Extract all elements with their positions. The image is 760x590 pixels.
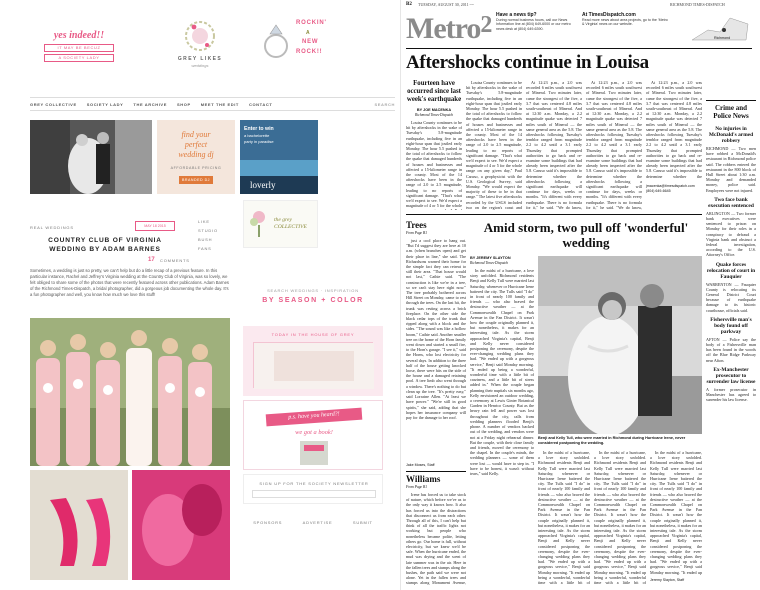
williams-title: Williams <box>406 474 441 484</box>
wedding-text: In the midst of a hurricane, a love story unfolded. Richmond residents Benji and Kelly Tull were married last Saturday, whenever or Hurricane Irene battered the city. The Tulls said "I do" in front of nearly 100 family and friends — who also braved the destructive weather — at the Commonwealth Chapel on Park Avenue in the Fan District. It wasn't how the couple originally planned it, but nonetheless, it makes for an interesting tale. As the storm approached Virginia's capital, Benji and Kelly never considered postponing the ceremony, despite the ever-changing wedding plans they had. "We ended up with a gorgeous service," Benji said Monday morning. "It ended up being a wonderful, wonderful time with a little bit of craziness, and a little bit of stress added in." When the couple began planning their nuptials six months ago, Kelly envisioned an outdoor wedding, a ceremony at Lewis Ginter Botanical Garden in Henrico County. But as the heavy rain fell and power was lost throughout the city, calls from wedding planners flooded Benji's phone. A number of vendors backed out of the wedding, and vendors were not at a Friday night rehearsal dinner. But the couple, with their close family and friends, moved the ceremony to the chapel. In the couple's minds, the wedding planners — some of them were lost — would have to step in. "I have to be honest, it wasn't without tears," said Kelly. <box>470 268 534 476</box>
aftershocks-col4 <box>586 80 642 210</box>
trees-from: From Page B1 <box>406 231 428 235</box>
shoes-photo-right[interactable] <box>132 470 230 580</box>
dateline: TUESDAY, AUGUST 30, 2011 ~~ <box>418 2 474 7</box>
post-title-line2[interactable]: WEDDING BY ADAM BARNES <box>49 246 161 253</box>
post-comment-count[interactable]: 17 <box>148 257 155 263</box>
footer-submit[interactable]: SUBMIT <box>352 520 373 525</box>
post-body: Sometimes, a wedding is just so pretty, we can't help but do a little recap of a previous feature. In this particular instance, Rachel and Jeffrey's Virginia wedding at the Country Club of Virginia, was so lovely, we felt obliged to share some of the photos that were recently featured across other publications. Adam Barnes of the Richmond Times-Dispatch, a bridal photographer, did a gorgeous job documenting the whole day. It's a fun photographer and well, you know how much we love this stuff! <box>30 268 230 297</box>
rockin-line3: NEW <box>302 39 319 45</box>
rockin-new-rock-ad[interactable] <box>256 10 346 72</box>
wedding-text-3: In the midst of a hurricane, a love story unfolded. Richmond residents Benji and Kelly Tull were married last Saturday, whenever or Hurricane Irene battered the city. The Tulls said "I do" in front of nearly 100 family and friends — who also braved the destructive weather — at the Commonwealth Chapel on Park Avenue in the Fan District. It wasn't how the couple originally planned it, but nonetheless, it makes for an interesting tale. As the storm approached Virginia's capital, Benji and Kelly never considered postponing the ceremony, despite the ever-changing wedding plans they had. "We ended up with a gorgeous service," Benji said Monday morning. "It ended up being a wonderful, wonderful time with a little bit of <box>594 450 646 586</box>
search-input[interactable]: SEARCH <box>374 101 395 107</box>
crime-3-body: WARRENTON — Fauquier County is relocating its General District Court because of earthquake damage to its historic courthouse, officials said. <box>706 281 756 313</box>
aftershocks-col1 <box>406 120 462 210</box>
online-body: Read more news about area projects, go to the 'Metro & Virginia' news on our website. <box>582 18 668 27</box>
news-tip-box <box>496 12 578 42</box>
book-widget[interactable] <box>243 400 383 470</box>
trees-title: Trees <box>406 220 427 230</box>
locator-map <box>690 10 752 46</box>
aftershocks-phone: (804) 649-6645 <box>646 189 671 193</box>
logo-sub: weddings <box>191 63 209 68</box>
aftershocks-text-5: At 12:23 p.m., a 2.0 was recorded 6 miles south southwest of Mineral. Two minutes later, came the strongest of the five, a 3.7 that was centered 4.8 miles south-southeast of Mineral. And at 12:30 a.m. Monday, a 2.2 magnitude quake was detected 7 miles south of Mineral — the same general area as the 5.8. The aftershocks following Tuesday's temblor ranged from magnitude 2.2 to 4.2 until a 3.1 early Thursday that prompted authorities to go back and re-examine some buildings that had already been inspected after the 5.8. Caruso said it's impossible to determine whether the <box>646 80 702 179</box>
virginia-map-icon <box>690 10 752 46</box>
dj-ad-line2: perfect <box>184 140 208 149</box>
nav-bottom-rule <box>30 110 395 111</box>
bouquet-icon <box>248 209 270 239</box>
aftershocks-byline: BY JOE MACENKA <box>416 108 452 112</box>
aftershocks-text-2: Louisa County continues to be hit by aftershocks in the wake of Tuesday's 5.8-magnitude earthquake, including five in an eight-hour span that jostled early Monday. The hour 5.5 pushed in the total of aftershocks to follow the quake that damaged hundreds of houses and businesses and affected a 15-kilometer range in the county. Most of the 14 aftershocks have been in the range of 2.0 to 2.5 magnitude, leading to no reports of significant damage. "That's what we'd expect to see. We'd expect a magnitude of 4 or 5 for the whole range on any given day," Paul Caruso, a geophysicist with the U.S. Geological Survey, said Monday. "We would expect the majority of these to be in that range." The latest five aftershocks recorded by the USGS included two on the region's coast and <box>466 80 522 210</box>
williams-text: Irene has forced us to take stock of nature, which before we've as to the only way it knows how. It also has forced us into the distractions that disconnect us from each other. Through all of this, I can't help but think of all the traffic lights not working but people who nonetheless became polite, letting others go. Our home is full, without electricity, but we knew we'd be safe. When the hurricane ended, the mud was drying and the scent of late summer was in the air. Here in the fallen trees and stumps along the bushes, the path said we were not alone. Yet in the fallen trees and stumps along Monument Avenue, <box>406 492 466 586</box>
main-nav <box>30 100 395 108</box>
flag-rule <box>406 48 752 49</box>
section-number: 2 <box>480 12 493 38</box>
logo-name: GREY LIKES <box>177 56 223 62</box>
heard-line1: p.s. have you heard?! <box>288 411 340 421</box>
trees-sig: Jake Moses, Staff <box>406 463 435 467</box>
badge-line2: A SOCIETY LADY <box>44 54 114 62</box>
post-header <box>30 215 230 275</box>
wedding-couple-image <box>538 256 702 434</box>
share-like[interactable]: LIKE <box>198 219 210 224</box>
bridesmaids-image <box>30 318 230 466</box>
house-of-grey-widget[interactable] <box>243 326 383 396</box>
page-number: B2 <box>406 2 412 7</box>
crime-column <box>706 124 756 590</box>
paper-name: RICHMOND TIMES-DISPATCH <box>670 2 725 7</box>
online-title: At TimesDispatch.com <box>582 12 636 18</box>
pink-shoes-closeup-image <box>132 470 230 580</box>
online-box <box>582 12 668 42</box>
nav-shop[interactable]: SHOP <box>176 101 191 107</box>
crime-rule <box>706 100 756 101</box>
bridesmaids-photo[interactable] <box>30 318 230 466</box>
wedding-column <box>470 268 534 586</box>
metro-flag <box>406 12 492 46</box>
loverly-ad-line2: a bachelorette <box>244 133 270 138</box>
yes-indeed-badge[interactable] <box>38 6 120 66</box>
rockin-line1: ROCKIN' <box>296 20 327 26</box>
pink-shoes-image <box>30 470 128 580</box>
badge-title: yes indeed!! <box>53 30 105 41</box>
wedding-headline: Amid storm, two pull off 'wonderful' wedding <box>483 220 689 250</box>
loverly-ad[interactable] <box>240 120 318 194</box>
post-category[interactable]: REAL WEDDINGS <box>30 225 74 230</box>
crime-1-head: No injuries in McDonald's armed robbery <box>708 126 754 144</box>
wedding-text-4: In the midst of a hurricane, a love story unfolded. Richmond residents Benji and Kelly Tull were married last Saturday, whenever or Hurricane Irene battered the city. The Tulls said "I do" in front of nearly 100 family and friends — who also braved the destructive weather — at the Commonwealth Chapel on Park Avenue in the Fan District. It wasn't how the couple originally planned it, but nonetheless, it makes for an interesting tale. As the storm approached Virginia's capital, Benji and Kelly never considered postponing the ceremony, despite the ever-changing wedding plans they had. "We ended up with a gorgeous service," Benji said Monday morning. "It ended up <box>650 450 702 575</box>
newsletter-label: SIGN UP FOR THE SOCIETY NEWSLETTER <box>259 481 369 486</box>
trees-column <box>406 238 466 466</box>
house-title: TODAY IN THE HOUSE OF GREY <box>271 332 355 337</box>
share-links <box>198 219 228 251</box>
loverly-ad-line3: party in paradise <box>244 139 274 144</box>
dj-ad[interactable] <box>157 120 235 194</box>
story-divider <box>406 214 702 215</box>
crime-title: Crime and Police News <box>713 104 749 120</box>
newspaper-page <box>400 0 760 590</box>
wedding-photo <box>538 256 702 434</box>
footer-nav <box>243 520 383 528</box>
crime-4-body: AFTON — Police say the body of a Fishersville man has been found in the woods off the Blue Ridge Parkway near Afton. <box>706 336 756 363</box>
site-logo[interactable] <box>160 6 240 76</box>
news-tip-title: Have a news tip? <box>496 12 537 18</box>
couple-photo-image <box>30 120 152 194</box>
aftershocks-headline: Aftershocks continue in Louisa <box>406 52 649 73</box>
aftershocks-text-4: At 12:23 p.m., a 2.0 was recorded 6 miles south southwest of Mineral. Two minutes later, came the strongest of the five, a 3.7 that was centered 4.8 miles south-southeast of Mineral. And at 12:30 a.m. Monday, a 2.2 magnitude quake was detected 7 miles south of Mineral — the same general area as the 5.8. The aftershocks following Tuesday's temblor ranged from magnitude 2.2 to 4.2 until a 3.1 early Thursday that prompted authorities to go back and re-examine some buildings that had already been inspected after the 5.8. Caruso said it's impossible to determine whether the aftershocks following a significant earthquake will continue for days, weeks or months. "It's different with every earthquake. There is no formula for it," he said. "We do know, <box>586 80 642 210</box>
logo-wreath-icon <box>182 18 218 54</box>
map-label: Richmond <box>714 36 731 40</box>
wedding-column-3 <box>594 450 646 586</box>
aftershocks-col2 <box>466 80 522 210</box>
loverly-logo: loverly <box>250 180 276 190</box>
wedding-column-2 <box>538 450 590 586</box>
collective-widget[interactable] <box>243 200 318 248</box>
post-date: MAY 18 2015 <box>135 221 175 231</box>
wedding-photo-caption: Benji and Kelly Tull, who were married in Richmond during Hurricane Irene, never considered postponing the wedding. <box>538 436 686 445</box>
trees-text: just a cool place to hang out. "But I'd suggest they are here at 10 a.m. (when branches open) and get their place in line," she said. The Richardsons warned their home for the simple fact they can retreat to still their area. "That house would not last," Cathie said. "The construction is like we're in a tree, so we can't stay here right now." The tree probably bothered across Hill Street on Monday, came to rest through the trees. On the last hit, the trunk was resting across a brick fireplace. On the other side the black cedar tops of the trunk that ripped along with a block and the sides. "The sound was like a hollow boom," Cathie said. Another smaller tree on the home of the Horn family went down and started a small fire, to the Horn's garage. "I see it," said the Horns, who lost electricity for several days. In addition to the three half of the house getting knocked loose, there were hits on the side of the house and a damaged retaining pool. A tree limb also went through a window. There's nothing to do but clean up the tree. "It's pretty easy," said Lorraine Allen. "At least we have power." "We're still in good spirits," she said, adding that she hopes her insurance company will pay for the damage to her roof. <box>406 238 466 420</box>
wedding-text-2: In the midst of a hurricane, a love story unfolded. Richmond residents Benji and Kelly Tull were married last Saturday, whenever or Hurricane Irene battered the city. The Tulls said "I do" in front of nearly 100 family and friends — who also braved the destructive weather — at the Commonwealth Chapel on Park Avenue in the Fan District. It wasn't how the couple originally planned it, but nonetheless, it makes for an interesting tale. As the storm approached Virginia's capital, Benji and Kelly never considered postponing the ceremony, despite the ever-changing wedding plans they had. "We ended up with a gorgeous service," Benji said Monday morning. "It ended up being a wonderful, wonderful time with a little bit of <box>538 450 590 586</box>
wedding-byline-org: Richmond Times-Dispatch <box>470 261 509 265</box>
crime-5-head: Ex-Manchester prosecutor to surrender law license <box>706 366 756 385</box>
house-photo-image <box>254 343 374 389</box>
nav-top-rule <box>30 97 395 98</box>
shoes-photo-left[interactable] <box>30 470 128 580</box>
williams-from: From Page B1 <box>406 485 428 489</box>
wedding-byline: BY JEREMY SLAYTON <box>470 256 511 260</box>
crime-4-head: Fishersville man's body found off parkway <box>710 316 752 335</box>
aftershocks-col5 <box>646 80 702 180</box>
house-image[interactable] <box>253 342 373 388</box>
nav-grey-collective[interactable]: GREY COLLECTIVE <box>30 101 77 107</box>
aftershocks-byline-org: Richmond Times-Dispatch <box>414 113 454 117</box>
nav-society-lady[interactable]: SOCIETY LADY <box>86 101 124 107</box>
williams-column <box>406 492 466 586</box>
loverly-ad-line1: Enter to win <box>244 126 274 132</box>
dj-ad-pricing: AFFORDABLE PRICING <box>170 166 222 170</box>
crime-5-body: A former prosecutor in Manchester has agreed to surrender his law license. <box>706 386 756 403</box>
dj-ad-button[interactable]: BRANDED DJ <box>179 176 213 184</box>
crime-3-head: Quake forces relocation of court in Fauquier <box>706 261 756 280</box>
williams-rule <box>406 471 466 472</box>
aftershocks-text-3: At 12:23 p.m., a 2.0 was recorded 6 miles south southwest of Mineral. Two minutes later, came the strongest of the five, a 3.7 that was centered 4.8 miles south-southeast of Mineral. And at 12:30 a.m. Monday, a 2.2 magnitude quake was detected 7 miles south of Mineral — the same general area as the 5.8. The aftershocks following Tuesday's temblor ranged from magnitude 2.2 to 4.2 until a 3.1 early Thursday that prompted authorities to go back and re-examine some buildings that had already been inspected after the 5.8. Caruso said it's impossible to determine whether the aftershocks following a significant earthquake will continue for days, weeks or months. "It's different with every earthquake. There is no formula for it," he said. "We do know, <box>526 80 582 210</box>
collective-title: the grey COLLECTIVE <box>274 217 307 230</box>
post-comment-label[interactable]: COMMENTS <box>160 258 190 263</box>
badge-line1: IT MAY BE BECUZ <box>44 44 114 52</box>
crime-2-body: ARLINGTON — Two former bank executives were sentenced to prison on Monday for their roles in a conspiracy to defraud a Virginia bank and obstruct a federal investigation, according to the U.S. Attorney's Office. <box>706 210 756 258</box>
post-title-line1[interactable]: COUNTRY CLUB OF VIRGINIA <box>48 237 162 244</box>
news-tip-body: During normal business hours, call our News Information line at (804) 649-6000 or our metro news desk at (804) 649-6390. <box>496 18 571 31</box>
newsletter-widget[interactable] <box>243 474 383 504</box>
footer-advertise[interactable]: ADVERTISE <box>302 520 333 525</box>
ring-icon <box>256 16 296 64</box>
dj-ad-line3: wedding dj <box>178 150 214 159</box>
share-studio[interactable]: STUDIO <box>198 228 218 233</box>
aftershocks-text-1: Louisa County continues to be hit by aftershocks in the wake of Tuesday's 5.8-magnitude earthquake, including five in an eight-hour span that jostled early Monday. The hour 5.5 pushed in the total of aftershocks to follow the quake that damaged hundreds of houses and businesses and affected a 15-kilometer range in the county. Most of the 14 aftershocks have been in the range of 2.0 to 2.5 magnitude, leading to no reports of significant damage. "That's what we'd expect to see. We'd expect a magnitude of 4 or 5 for the whole <box>406 120 462 209</box>
aftershocks-email: jmacenka@timesdispatch.com <box>646 184 695 188</box>
rockin-line2: A <box>306 30 310 36</box>
section-name: Metro <box>406 12 481 45</box>
hero-photo[interactable] <box>30 120 152 194</box>
page-gutter <box>400 0 401 590</box>
footer-sponsors[interactable]: SPONSORS <box>253 520 283 525</box>
aftershocks-col3 <box>526 80 582 210</box>
book-cover-icon <box>296 439 332 467</box>
newsletter-email-input[interactable] <box>252 490 376 498</box>
aftershocks-deck: Fourteen have occurred since last week's earthquake <box>406 80 462 103</box>
crime-1-body: RICHMOND — Two men have robbed a McDonald's restaurant in Richmond police said. The robbers entered the restaurant in the 800 block of Hull Street about 1:30 a.m. Monday and demanded money, police said. Employees were not injured. <box>706 146 756 193</box>
nav-archive[interactable]: THE ARCHIVE <box>133 101 167 107</box>
wedding-column-4 <box>650 450 702 576</box>
category-title: BY SEASON + COLOR <box>262 297 364 304</box>
nav-meet-the-edit[interactable]: MEET THE EDIT <box>200 101 239 107</box>
dj-ad-line1: find your <box>181 130 211 139</box>
rockin-line4: ROCK!! <box>296 49 323 55</box>
share-bush[interactable]: BUSH <box>198 237 213 242</box>
share-fans[interactable]: FANS <box>198 246 212 251</box>
category-search[interactable] <box>243 288 383 304</box>
nav-contact[interactable]: CONTACT <box>248 101 273 107</box>
heard-line2: we got a book! <box>295 429 333 436</box>
category-head: SEARCH WEDDINGS · INSPIRATION <box>267 288 359 293</box>
crime-2-head: Two face bank execution sentenced <box>708 196 754 209</box>
wedding-sig: Jeremy Slayton, Staff <box>650 578 685 582</box>
